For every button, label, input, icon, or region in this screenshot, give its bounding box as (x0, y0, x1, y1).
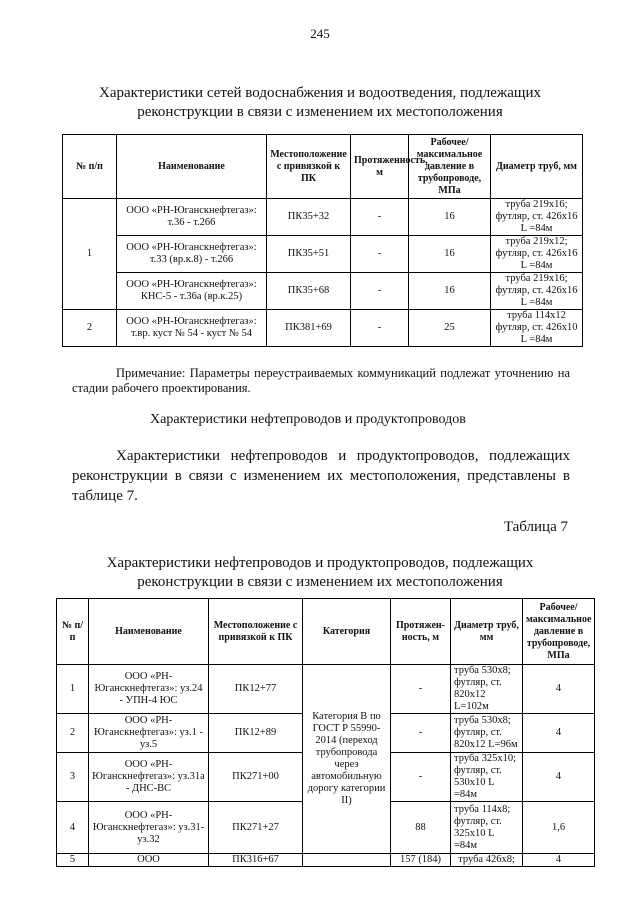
row-number: 5 (57, 854, 89, 867)
water-networks-table (62, 134, 583, 347)
row-name: ООО (89, 854, 209, 867)
row-number: 2 (63, 310, 117, 347)
col-header-category: Категория (303, 599, 391, 665)
row-category: Категория В по ГОСТ Р 55990-2014 (переход трубопровода через автомобильную дорогу категории II) (303, 665, 391, 854)
row-pressure: 4 (523, 665, 595, 714)
row-location: ПК35+51 (267, 236, 351, 273)
table-row (63, 310, 583, 347)
col-header-location: Местоположение с привязкой к ПК (209, 599, 303, 665)
table2-heading: Характеристики нефтепроводов и продуктопроводов, подлежащих реконструкции в связи с изменением их местоположения (106, 555, 534, 590)
row-diameter: труба 219х12; футляр, ст. 426х16 L =84м (491, 236, 583, 273)
row-diameter: труба 530х8; футляр, ст. 820х12 L=96м (451, 714, 523, 753)
row-location: ПК381+69 (267, 310, 351, 347)
row-length: - (351, 310, 409, 347)
row-pressure: 25 (409, 310, 491, 347)
row-pressure: 1,6 (523, 802, 595, 854)
row-name: ООО «РН-Юганскнефтегаз»: т.36 - т.266 (117, 199, 267, 236)
table-header-row (57, 599, 595, 665)
col-header-name: Наименование (89, 599, 209, 665)
row-pressure: 16 (409, 236, 491, 273)
col-header-diameter: Диаметр труб, мм (491, 135, 583, 199)
row-diameter: труба 530х8; футляр, ст. 820х12 L=102м (451, 665, 523, 714)
row-length: - (391, 665, 451, 714)
table-row (63, 236, 583, 273)
section-title: Характеристики нефтепроводов и продуктопроводов (150, 412, 466, 427)
row-pressure: 4 (523, 753, 595, 802)
row-name: ООО «РН-Юганскнефтегаз»: т.33 (вр.к.8) - т.266 (117, 236, 267, 273)
col-header-length: Протяженность, м (351, 135, 409, 199)
row-pressure: 16 (409, 199, 491, 236)
row-name: ООО «РН-Юганскнефтегаз»: уз.31а - ДНС-ВС (89, 753, 209, 802)
table-row (63, 199, 583, 236)
row-diameter: труба 219х16; футляр, ст. 426х16 L =84м (491, 273, 583, 310)
row-length: - (351, 236, 409, 273)
row-name: ООО «РН-Юганскнефтегаз»: уз.24 - УПН-4 ЮС (89, 665, 209, 714)
table-row (63, 273, 583, 310)
col-header-pressure: Рабочее/ максимальное давление в трубопроводе, МПа (523, 599, 595, 665)
row-diameter: труба 114х8; футляр, ст. 325х10 L =84м (451, 802, 523, 854)
col-header-pressure: Рабочее/ максимальное давление в трубопроводе, МПа (409, 135, 491, 199)
row-location: ПК35+68 (267, 273, 351, 310)
row-length: - (351, 273, 409, 310)
page-number: 245 (310, 26, 330, 41)
body-paragraph: Характеристики нефтепроводов и продуктопроводов, подлежащих реконструкции в связи с изменением их местоположения, представлены в таблице 7. (72, 448, 570, 504)
row-pressure: 16 (409, 273, 491, 310)
table-row (57, 854, 595, 867)
row-name: ООО «РН-Юганскнефтегаз»: уз.1 - уз.5 (89, 714, 209, 753)
row-number: 2 (57, 714, 89, 753)
col-header-num: № п/п (57, 599, 89, 665)
row-length: - (351, 199, 409, 236)
oil-pipelines-table (56, 598, 595, 867)
table-header-row (63, 135, 583, 199)
row-name: ООО «РН-Юганскнефтегаз»: КНС-5 - т.36а (вр.к.25) (117, 273, 267, 310)
table1-heading: Характеристики сетей водоснабжения и водоотведения, подлежащих реконструкции в связи с изменением их местоположения (99, 85, 541, 120)
row-location: ПК12+89 (209, 714, 303, 753)
row-category (303, 854, 391, 867)
row-diameter: труба 325х10; футляр, ст. 530х10 L =84м (451, 753, 523, 802)
row-number: 4 (57, 802, 89, 854)
row-location: ПК12+77 (209, 665, 303, 714)
note-text: Примечание: Параметры переустраиваемых коммуникаций подлежат уточнению на стадии рабочего проектирования. (72, 366, 570, 395)
col-header-location: Местоположение с привязкой к ПК (267, 135, 351, 199)
row-name: ООО «РН-Юганскнефтегаз»: уз.31-уз.32 (89, 802, 209, 854)
row-diameter: труба 426х8; (451, 854, 523, 867)
row-length: - (391, 753, 451, 802)
row-diameter: труба 219х16; футляр, ст. 426х16 L =84м (491, 199, 583, 236)
col-header-name: Наименование (117, 135, 267, 199)
row-location: ПК271+27 (209, 802, 303, 854)
col-header-length: Протяжен-ность, м (391, 599, 451, 665)
row-location: ПК316+67 (209, 854, 303, 867)
row-length: - (391, 714, 451, 753)
row-name: ООО «РН-Юганскнефтегаз»: т.вр. куст № 54 - куст № 54 (117, 310, 267, 347)
col-header-num: № п/п (63, 135, 117, 199)
row-pressure: 4 (523, 714, 595, 753)
row-number: 3 (57, 753, 89, 802)
row-length: 157 (184) (391, 854, 451, 867)
row-diameter: труба 114х12 футляр, ст. 426х10 L =84м (491, 310, 583, 347)
row-location: ПК35+32 (267, 199, 351, 236)
table-row (57, 665, 595, 714)
row-length: 88 (391, 802, 451, 854)
row-location: ПК271+00 (209, 753, 303, 802)
col-header-diameter: Диаметр труб, мм (451, 599, 523, 665)
table-number: Таблица 7 (503, 519, 568, 535)
row-number: 1 (63, 199, 117, 310)
row-pressure: 4 (523, 854, 595, 867)
row-number: 1 (57, 665, 89, 714)
